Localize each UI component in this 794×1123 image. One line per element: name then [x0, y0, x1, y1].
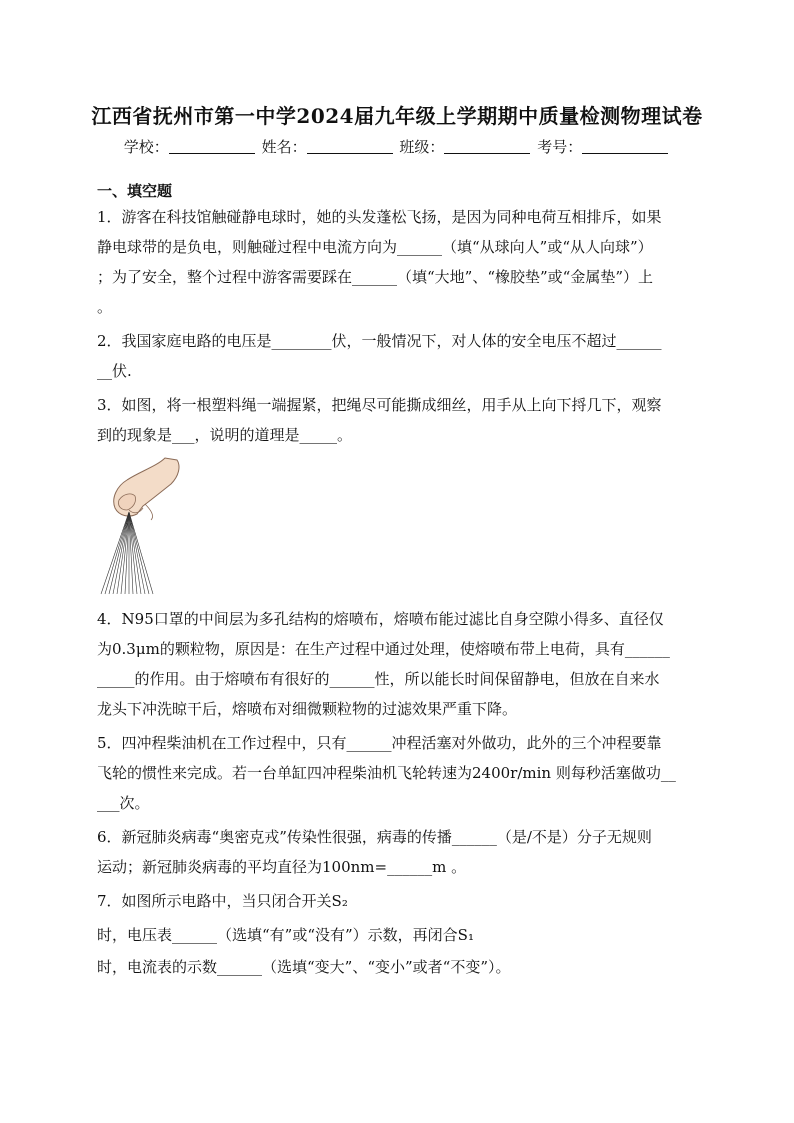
class-label: 班级：	[399, 138, 445, 156]
name-label: 姓名：	[261, 138, 307, 156]
text-line: 6．新冠肺炎病毒“奥密克戎”传染性很强，病毒的传播______（是/不是）分子无规则	[97, 828, 652, 846]
number-blank	[582, 139, 668, 154]
text-line: 3．如图，将一根塑料绳一端握紧，把绳尽可能撕成细丝，用手从上向下捋几下，观察	[97, 396, 662, 414]
text-line: 2．我国家庭电路的电压是________伏，一般情况下，对人体的安全电压不超过______	[97, 332, 662, 350]
text-line: 7．如图所示电路中，当只闭合开关S₂	[97, 892, 348, 910]
section-heading: 一、填空题	[97, 182, 173, 200]
text-line: 龙头下冲洗晾干后，熔喷布对细微颗粒物的过滤效果严重下降。	[97, 700, 518, 718]
text-line: 1．游客在科技馆触碰静电球时，她的头发蓬松飞扬，是因为同种电荷互相排斥，如果	[97, 208, 662, 226]
number-label: 考号：	[537, 138, 583, 156]
text-line: 静电球带的是负电，则触碰过程中电流方向为______（填“从球向人”或“从人向球”）	[97, 238, 653, 256]
text-line: 飞轮的惯性来完成。若一台单缸四冲程柴油机飞轮转速为2400r/min 则每秒活塞做功__	[97, 764, 676, 782]
text-line: 时，电流表的示数______（选填“变大”、“变小”或者“不变”）。	[97, 958, 511, 976]
text-line: __伏.	[97, 362, 132, 380]
text-line: 4．N95口罩的中间层为多孔结构的熔喷布，熔喷布能过滤比自身空隙小得多、直径仅	[97, 610, 664, 628]
hand-plastic-rope-figure	[99, 456, 187, 596]
text-line: 。	[97, 298, 113, 316]
text-line: ；为了安全，整个过程中游客需要踩在______（填“大地”、“橡胶垫”或“金属垫”）上	[97, 268, 654, 286]
text-line: 运动；新冠肺炎病毒的平均直径为100nm=______m 。	[97, 858, 467, 876]
school-blank	[169, 139, 255, 154]
name-blank	[307, 139, 393, 154]
text-line: _____的作用。由于熔喷布有很好的______性，所以能长时间保留静电，但放在自来水	[97, 670, 660, 688]
text-line: 时，电压表______（选填“有”或“没有”）示数，再闭合S₁	[97, 926, 474, 944]
school-label: 学校：	[123, 138, 169, 156]
exam-title: 江西省抚州市第一中学2024届九年级上学期期中质量检测物理试卷	[91, 104, 703, 128]
text-line: 到的现象是___，说明的道理是_____。	[97, 426, 353, 444]
text-line: 为0.3μm的颗粒物，原因是：在生产过程中通过处理，使熔喷布带上电荷，具有______	[97, 640, 670, 658]
text-line: ___次。	[97, 794, 150, 812]
class-blank	[444, 139, 530, 154]
student-info-row	[0, 136, 794, 157]
text-line: 5．四冲程柴油机在工作过程中，只有______冲程活塞对外做功，此外的三个冲程要靠	[97, 734, 662, 752]
